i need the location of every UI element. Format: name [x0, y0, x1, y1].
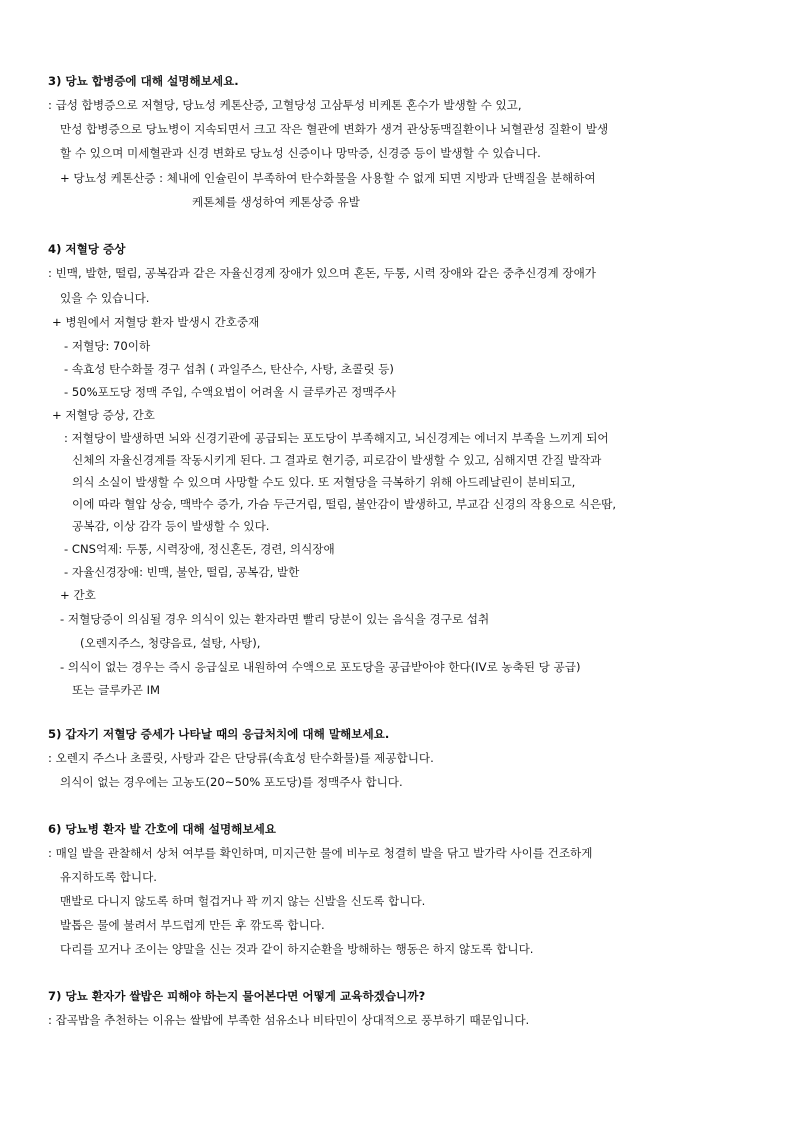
section-4-line: - 저혈당증이 의심될 경우 의식이 있는 환자라면 빨리 당분이 있는 음식을 경구로 섭취 [60, 612, 490, 626]
section-4-heading: 4) 저혈당 증상 [48, 242, 126, 256]
section-6-line: 유지하도록 합니다. [60, 870, 157, 884]
section-3-line: 케톤체를 생성하여 케톤상증 유발 [192, 195, 360, 209]
section-5-line: 의식이 없는 경우에는 고농도(20~50% 포도당)를 정맥주사 합니다. [60, 775, 403, 789]
section-4-line: - 저혈당: 70이하 [64, 339, 151, 353]
section-7-line: : 잡곡밥을 추천하는 이유는 쌀밥에 부족한 섬유소나 비타민이 상대적으로 풍부하기 때문입니다. [48, 1013, 530, 1027]
section-4-line: : 저혈당이 발생하면 뇌와 신경기관에 공급되는 포도당이 부족해지고, 뇌신경계는 에너지 부족을 느끼게 되어 [64, 431, 609, 445]
section-6-line: 다리를 꼬거나 조이는 양말을 신는 것과 같이 하지순환을 방해하는 행동은 하지 않도록 합니다. [60, 942, 534, 956]
section-4-line: 의식 소실이 발생할 수 있으며 사망할 수도 있다. 또 저혈당을 극복하기 위해 아드레날린이 분비되고, [72, 475, 576, 489]
section-4-line: - 50%포도당 정맥 주입, 수액요법이 어려울 시 글루카곤 정맥주사 [64, 385, 396, 399]
section-4-line: - 의식이 없는 경우는 즉시 응급실로 내원하여 수액으로 포도당을 공급받아야 한다(IV로 농축된 당 공급) [60, 660, 581, 674]
section-3-line: 할 수 있으며 미세혈관과 신경 변화로 당뇨성 신증이나 망막증, 신경증 등이 발생할 수 있습니다. [60, 146, 541, 160]
section-5-heading: 5) 갑자기 저혈당 증세가 나타날 때의 응급처치에 대해 말해보세요. [48, 727, 390, 741]
section-6-line: 맨발로 다니지 않도록 하며 헐겁거나 꽉 끼지 않는 신발을 신도록 합니다. [60, 894, 426, 908]
section-4-line: (오렌지주스, 청량음료, 설탕, 사탕), [80, 636, 261, 650]
section-3-heading: 3) 당뇨 합병증에 대해 설명해보세요. [48, 74, 239, 88]
section-4-line: : 빈맥, 발한, 떨림, 공복감과 같은 자율신경계 장애가 있으며 혼돈, 두통, 시력 장애와 같은 중추신경계 장애가 [48, 266, 596, 280]
section-4-line: 신체의 자율신경계를 작동시키게 된다. 그 결과로 현기증, 피로감이 발생할 수 있고, 심해지면 간질 발작과 [72, 453, 602, 467]
section-7-heading: 7) 당뇨 환자가 쌀밥은 피해야 하는지 물어본다면 어떻게 교육하겠습니까? [48, 989, 426, 1003]
section-4-line: - CNS억제: 두통, 시력장애, 정신혼돈, 경련, 의식장애 [64, 542, 335, 556]
section-4-line: 공복감, 이상 감각 등이 발생할 수 있다. [72, 519, 270, 533]
section-4-line: - 속효성 탄수화물 경구 섭취 ( 과일주스, 탄산수, 사탕, 초콜릿 등) [64, 362, 394, 376]
section-3-line: + 당뇨성 케톤산증 : 체내에 인슐린이 부족하여 탄수화물을 사용할 수 없게 되면 지방과 단백질을 분해하여 [60, 171, 596, 185]
section-4-line: + 간호 [60, 588, 96, 602]
section-4-line: + 저혈당 증상, 간호 [52, 408, 155, 422]
section-4-line: + 병원에서 저혈당 환자 발생시 간호중재 [52, 315, 260, 329]
section-4-line: 또는 글루카곤 IM [72, 683, 160, 697]
section-3-line: : 급성 합병증으로 저혈당, 당뇨성 케톤산증, 고혈당성 고삼투성 비케톤 혼수가 발생할 수 있고, [48, 98, 522, 112]
section-3-line: 만성 합병증으로 당뇨병이 지속되면서 크고 작은 혈관에 변화가 생겨 관상동맥질환이나 뇌혈관성 질환이 발생 [60, 122, 609, 136]
section-4-line: 이에 따라 혈압 상승, 맥박수 증가, 가슴 두근거림, 떨림, 불안감이 발생하고, 부교감 신경의 작용으로 식은땀, [72, 497, 617, 511]
section-6-heading: 6) 당뇨병 환자 발 간호에 대해 설명해보세요 [48, 822, 276, 836]
section-4-line: 있을 수 있습니다. [60, 291, 150, 305]
section-4-line: - 자율신경장애: 빈맥, 불안, 떨림, 공복감, 발한 [64, 565, 300, 579]
section-5-line: : 오렌지 주스나 초콜릿, 사탕과 같은 단당류(속효성 탄수화물)를 제공합니다. [48, 751, 434, 765]
section-6-line: : 매일 발을 관찰해서 상처 여부를 확인하며, 미지근한 물에 비누로 청결히 발을 닦고 발가락 사이를 건조하게 [48, 846, 593, 860]
section-6-line: 발톱은 물에 불려서 부드럽게 만든 후 깎도록 합니다. [60, 918, 325, 932]
